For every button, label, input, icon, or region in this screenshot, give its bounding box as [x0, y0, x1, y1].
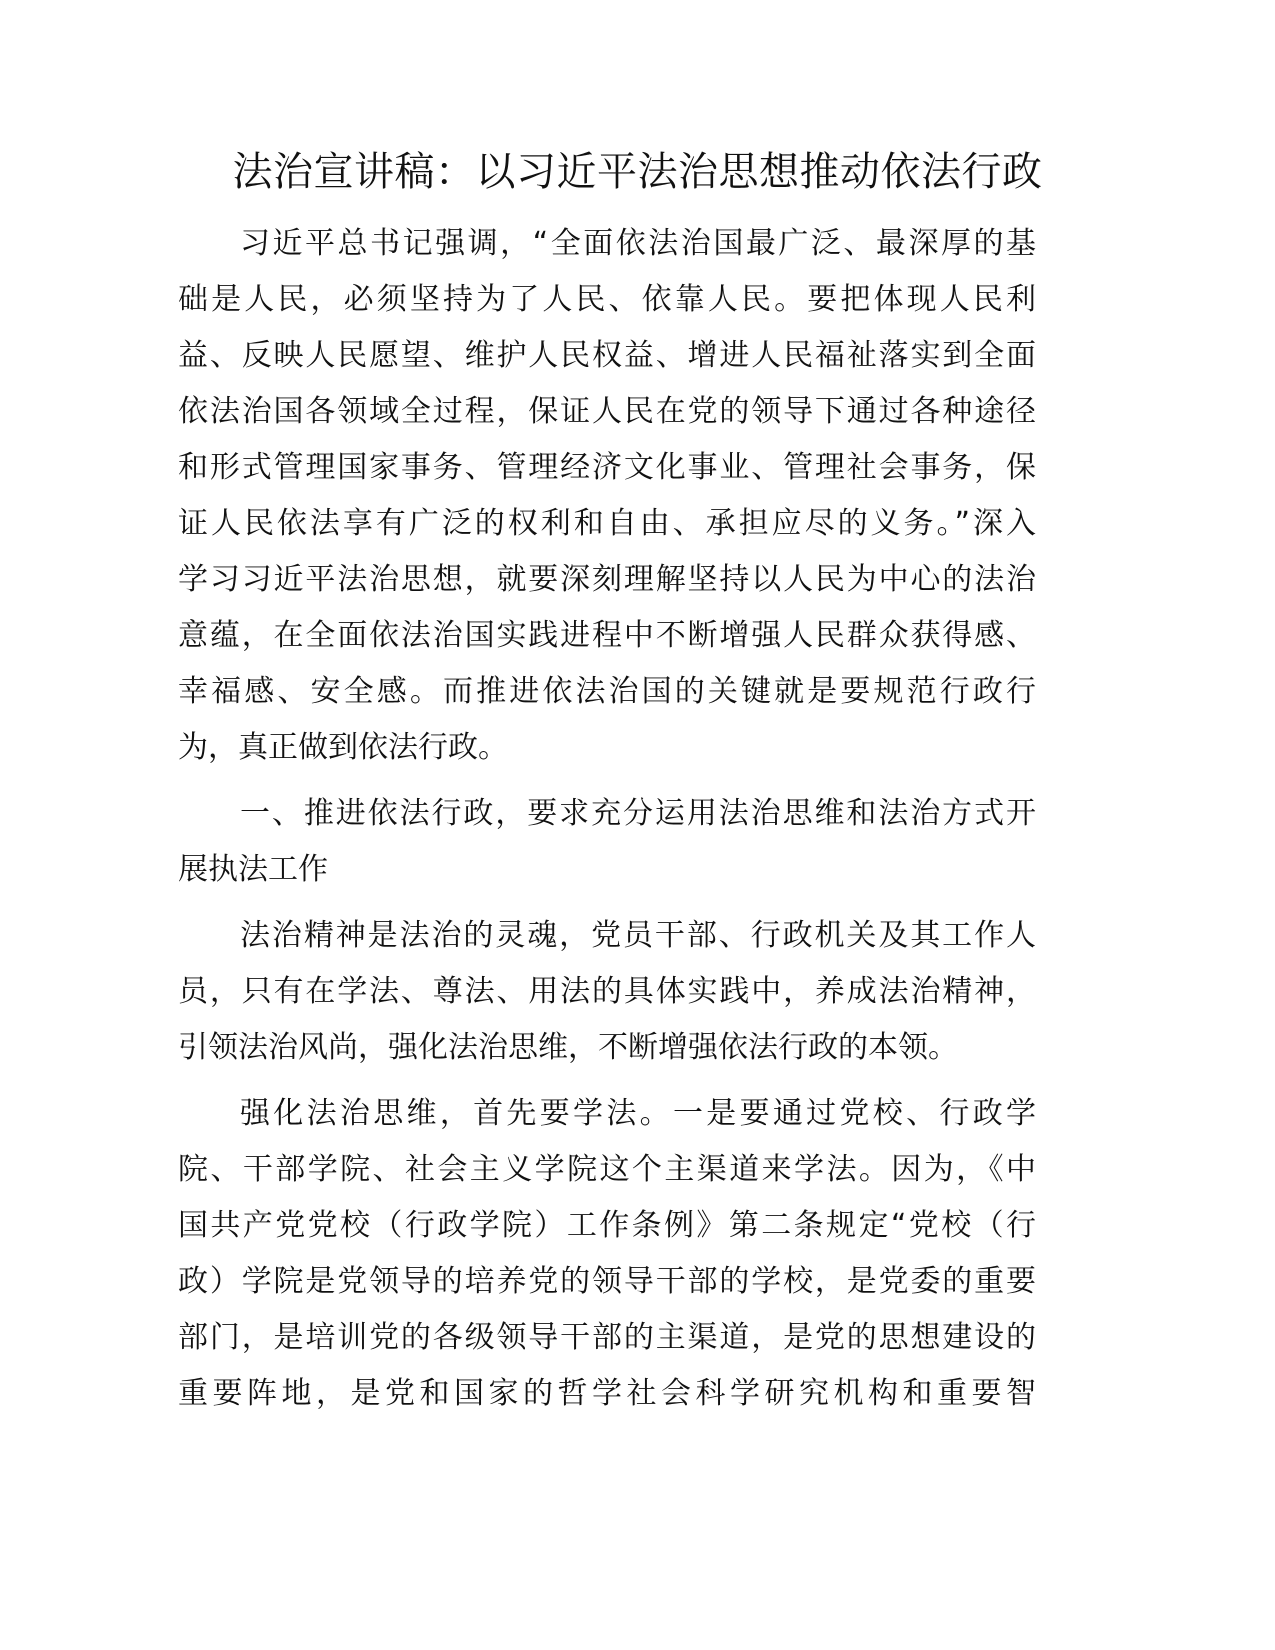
text-line: 重要阵地，是党和国家的哲学社会科学研究机构和重要智	[178, 1376, 1036, 1411]
text-line: 依法治国各领域全过程，保证人民在党的领导下通过各种途径	[178, 394, 1036, 429]
text-line: 习近平总书记强调，“全面依法治国最广泛、最深厚的基	[240, 226, 1036, 261]
text-line: 展执法工作	[178, 852, 328, 887]
text-line: 础是人民，必须坚持为了人民、依靠人民。要把体现人民利	[178, 282, 1036, 317]
text-line: 证人民依法享有广泛的权利和自由、承担应尽的义务。”深入	[178, 506, 1036, 541]
text-line: 益、反映人民愿望、维护人民权益、增进人民福祉落实到全面	[178, 338, 1036, 373]
paragraph	[178, 216, 1036, 776]
paragraph	[178, 1086, 1036, 1422]
text-line: 一、推进依法行政，要求充分运用法治思维和法治方式开	[240, 796, 1036, 831]
text-line: 幸福感、安全感。而推进依法治国的关键就是要规范行政行	[178, 674, 1036, 709]
paragraph	[178, 908, 1036, 1076]
document-body	[178, 216, 1036, 1432]
text-line: 和形式管理国家事务、管理经济文化事业、管理社会事务，保	[178, 450, 1036, 485]
text-line: 引领法治风尚，强化法治思维，不断增强依法行政的本领。	[178, 1030, 958, 1065]
text-line: 部门，是培训党的各级领导干部的主渠道，是党的思想建设的	[178, 1320, 1036, 1355]
text-line: 法治精神是法治的灵魂，党员干部、行政机关及其工作人	[240, 918, 1036, 953]
text-line: 意蕴，在全面依法治国实践进程中不断增强人民群众获得感、	[178, 618, 1036, 653]
document-title: 法治宣讲稿：以习近平法治思想推动依法行政	[232, 149, 1043, 195]
text-line: 政）学院是党领导的培养党的领导干部的学校，是党委的重要	[178, 1264, 1036, 1299]
text-line: 院、干部学院、社会主义学院这个主渠道来学法。因为，《中	[178, 1152, 1036, 1187]
text-line: 国共产党党校（行政学院）工作条例》第二条规定“党校（行	[178, 1208, 1036, 1243]
text-line: 员，只有在学法、尊法、用法的具体实践中，养成法治精神，	[178, 974, 1036, 1009]
paragraph	[178, 786, 1036, 898]
text-line: 强化法治思维，首先要学法。一是要通过党校、行政学	[240, 1096, 1036, 1131]
text-line: 学习习近平法治思想，就要深刻理解坚持以人民为中心的法治	[178, 562, 1036, 597]
text-line: 为，真正做到依法行政。	[178, 730, 508, 765]
